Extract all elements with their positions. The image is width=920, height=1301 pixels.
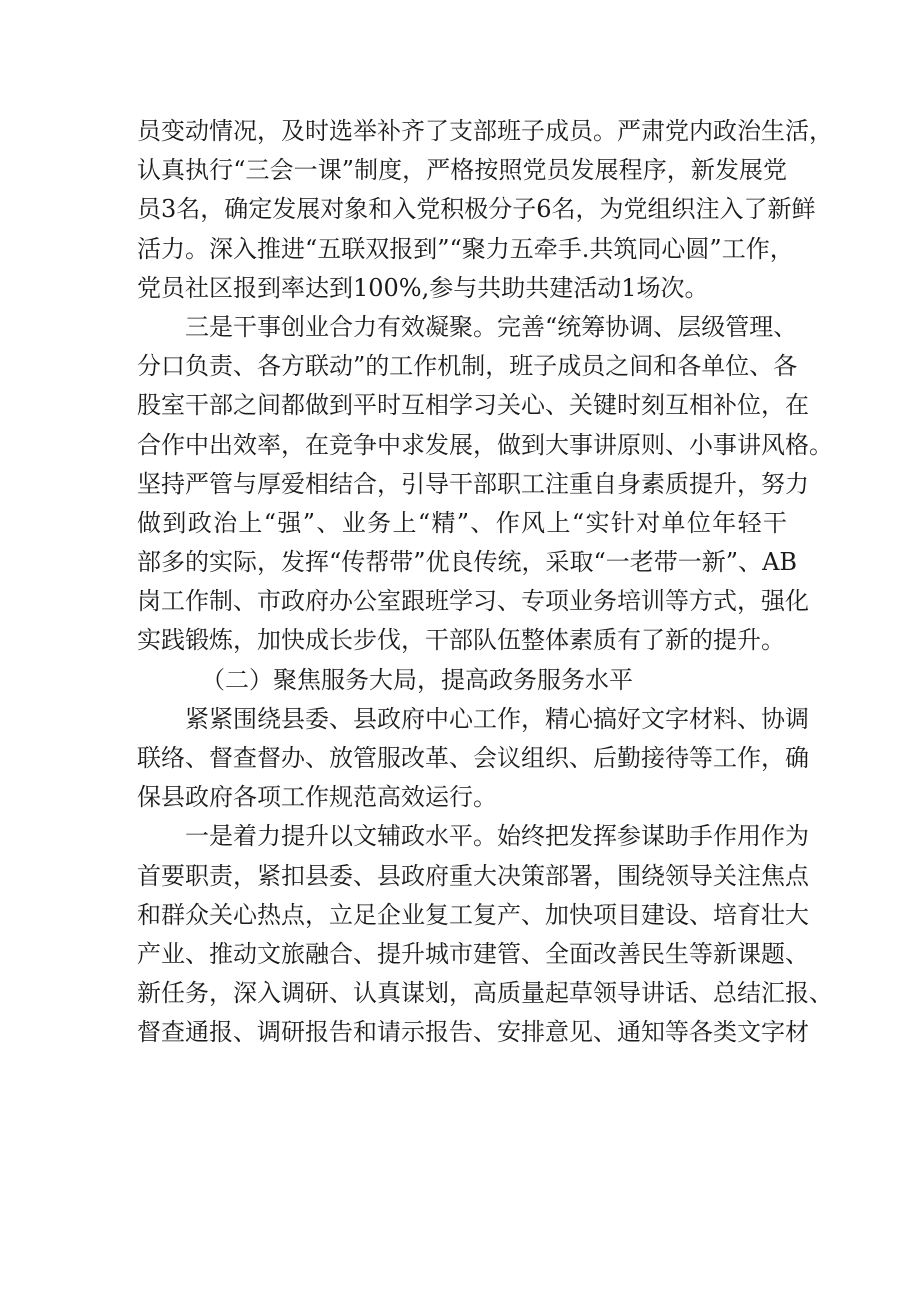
section-heading: [137, 661, 787, 700]
section-heading-text: （二）聚焦服务大局，提高政务服务水平: [201, 665, 633, 694]
paragraph-party-building: [137, 112, 833, 308]
text-line: 合作中出效率，在竞争中求发展，做到大事讲原则、小事讲风格。: [137, 430, 833, 459]
paragraph-team-cohesion: [137, 308, 833, 661]
text-line: 三是干事创业合力有效凝聚。完善“统筹协调、层级管理、: [185, 312, 798, 341]
text-line: 督查通报、调研报告和请示报告、安排意见、通知等各类文字材: [137, 1018, 809, 1047]
text-line: 实践锻炼，加快成长步伐，干部队伍整体素质有了新的提升。: [137, 626, 785, 655]
text-line: 坚持严管与厚爱相结合，引导干部职工注重自身素质提升，努力: [137, 469, 809, 498]
text-line: 党员社区报到率达到100%,参与共助共建活动1场次。: [137, 273, 709, 302]
text-line: 员3名，确定发展对象和入党积极分子6名，为党组织注入了新鲜: [137, 195, 816, 224]
text-line: 产业、推动文旅融合、提升城市建管、全面改善民生等新课题、: [137, 939, 809, 968]
text-line: 员变动情况，及时选举补齐了支部班子成员。严肃党内政治生活，: [137, 117, 833, 145]
text-line: 保县政府各项工作规范高效运行。: [137, 783, 497, 812]
text-line: 股室干部之间都做到平时互相学习关心、关键时刻互相补位，在: [137, 391, 809, 420]
text-line: 联络、督查督办、放管服改革、会议组织、后勤接待等工作，确: [137, 744, 809, 772]
text-line: 部多的实际，发挥“传帮带”优良传统，采取“一老带一新”、AB: [137, 548, 798, 577]
text-line: 和群众关心热点，立足企业复工复产、加快项目建设、培育壮大: [137, 900, 809, 929]
text-line: 新任务，深入调研、认真谋划，高质量起草领导讲话、总结汇报、: [137, 979, 833, 1008]
text-line: 分口负责、各方联动”的工作机制，班子成员之间和各单位、各: [137, 352, 798, 381]
text-line: 认真执行“三会一课”制度，严格按照党员发展程序，新发展党: [137, 156, 787, 185]
text-line: 一是着力提升以文辅政水平。始终把发挥参谋助手作用作为: [185, 822, 809, 851]
text-line: 活力。深入推进“五联双报到”“聚力五牵手.共筑同心圆”工作，: [137, 234, 794, 263]
paragraph-writing-support: [137, 817, 833, 1052]
text-line: 首要职责，紧扣县委、县政府重大决策部署，围绕领导关注焦点: [137, 861, 809, 890]
document-body: [137, 112, 833, 1053]
text-line: 岗工作制、市政府办公室跟班学习、专项业务培训等方式，强化: [137, 587, 809, 616]
paragraph-service-overview: [137, 700, 809, 818]
text-line: 做到政治上“强”、业务上“精”、作风上“实针对单位年轻干: [137, 508, 787, 537]
text-line: 紧紧围绕县委、县政府中心工作，精心搞好文字材料、协调: [185, 704, 809, 733]
